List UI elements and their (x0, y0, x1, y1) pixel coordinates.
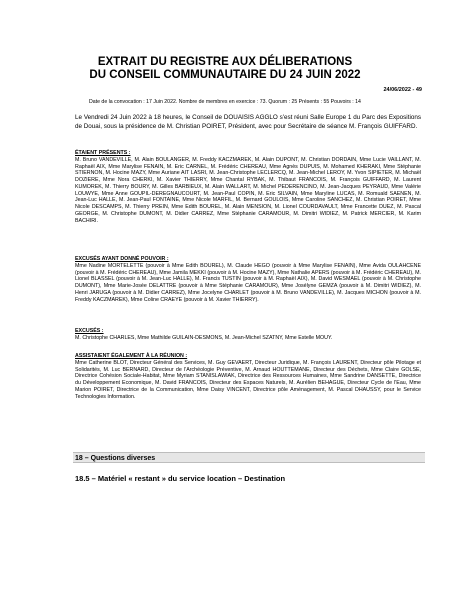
excuses-list: M. Christophe CHARLES, Mme Mathilde GUILAIN-DESMONS, M. Jean-Michel SZATNY, Mme Estelle MOUY. (75, 334, 333, 341)
deliberation-reference: 24/06/2022 - 49 (383, 87, 422, 93)
assistaient-section (75, 353, 421, 400)
intro-paragraph: Le Vendredi 24 Juin 2022 à 18 heures, le Conseil de DOUAISIS AGGLO s'est réuni Salle Europe 1 du Parc des Expositions de Douai, sous la présidence de M. Christian POIRET, Président, avec pour Secrétaire de séance M. François GUIFFARD. (75, 114, 421, 130)
presents-list: M. Bruno VANDEVILLE, M. Alain BOULANGER, M. Freddy KACZMAREK, M. Alain DUPONT, M. Christian DORDAIN, Mme Lucie VAILLANT, M. Raphaël AIX, Mme Marylise FENAIN, M. Eric CARNEL, M. Frédéric CHEREAU, Mme Agnès DUPUIS, M. Mohamed KHERAKI, Mme Stéphanie STIERNON, M. Hocine MAZY, Mme Auriane AIT LASRI, M. Jean-Christophe LECLERCQ, M. Jean-Michel LEROY, M. Yvon SIPIETER, M. Michaël DOZIERE, Mme Nora CHERKI, M. Xavier THIERRY, Mme Chantal RYBAK, M. Thibaut FRANCOIS, M. François GUIFFARD, M. Laurent KUMOREK, M. Thierry BOURY, M. Gilles BARBIEUX, M. Alain WALLART, M. Michel PEDERENCINO, M. Jean-Jacques PEYRAUD, Mme Valérie LOUWYE, Mme Anne GOUPIL-DEREGNAUCOURT, M. Jean-Paul COPIN, M. Eric SILVAIN, Mme Maryline LUCAS, M. Romuald SAENEN, M. Jean-Luc HALLE, M. Jean-Paul FONTAINE, Mme Nicole MARFIL, M. Bernard GOULOIS, Mme Caroline SANCHEZ, M. Christian POIRET, Mme Nicole DESCAMPS, M. Thierry PREIN, Mme Edith BOUREL, M. Alain MENSION, M. Lionel COURDAVAULT, Mme Francette DUEZ, M. Pascal GEORGE, M. Christophe DUMONT, M. Didier CARREZ, Mme Stéphanie CARAMOUR, M. Dimitri WIDIEZ, M. Patrick MERCIER, M. Karim BACHIRI. (75, 156, 421, 224)
presents-section (75, 150, 421, 224)
pouvoirs-heading: EXCUSÉS AYANT DONNÉ POUVOIR : (75, 256, 169, 262)
pouvoirs-section (75, 256, 421, 303)
pouvoirs-list: Mme Nadine MORTELETTE (pouvoir à Mme Edith BOUREL), M. Claude HEGO (pouvoir à Mme Marylise FENAIN), Mme Avida OULAHCENE (pouvoir à M. Frédéric CHEREAU), Mme Jamila MEKKI (pouvoir à M. Hocine MAZY), Mme Nathalie APERS (pouvoir à M. Frédéric CHEREAU), M. Lionel BLASSEL (pouvoir à M. Jean-Luc HALLE), M. Francis TUSTIN (pouvoir à M. Raphaël AIX), M. David WESMAEL (pouvoir à M. Christophe DUMONT), Mme Marie-Josée DELATTRE (pouvoir à Mme Stéphanie CARAMOUR), Mme Josélyne GEMZA (pouvoir à M. Dimitri WIDIEZ), M. Henri JARUGA (pouvoir à M. Didier CARREZ), Mme Jocelyne CHARLET (pouvoir à M. Bruno VANDEVILLE), M. Jacques MICHON (pouvoir à M. Freddy KACZMAREK), Mme Coline CRAEYE (pouvoir à M. Xavier THIERRY). (75, 262, 421, 303)
excuses-section (75, 328, 421, 342)
assistaient-list: Mme Catherine BLOT, Directeur Général des Services, M. Guy GEVAERT, Directeur Juridique, M. François LAURENT, Directeur pôle Pilotage et Solidarités, M. Luc BERNARD, Directeur de l'Archéologie Préventive, M. Arnaud HOUTTEMANE, Directeur des Déchets, Mme Claire GOLSE, Directrice Cohésion Sociale-Habitat, Mme Myriam STANISLAWIAK, Directrice des Ressources Humaines, Mme Sandrine DANSETTE, Directrice du Développement Economique, M. David FRANCOIS, Directeur des Espaces Naturels, M. Aurélien BEHAGUE, Directeur Cycle de l'Eau, Mme Marion POIRET, Directrice de la Communication, Mme Daisy VINCENT, Directrice pôle Aménagement, M. Pascal DHAUSSY, pour le Service Technologies Information. (75, 359, 421, 400)
excuses-heading: EXCUSÉS : (75, 328, 104, 334)
document-title-line-2: DU CONSEIL COMMUNAUTAIRE DU 24 JUIN 2022 (89, 69, 361, 81)
convocation-line: Date de la convocation : 17 Juin 2022. Nombre de membres en exercice : 73. Quorum : 25 Présents : 55 Pouvoirs : 14 (89, 99, 361, 105)
presents-heading: ÉTAIENT PRÉSENTS : (75, 150, 131, 156)
document-title-line-1: EXTRAIT DU REGISTRE AUX DÉLIBERATIONS (97, 56, 353, 68)
section-heading-bar: 18 – Questions diverses (73, 452, 425, 463)
assistaient-heading: ASSISTAIENT ÉGALEMENT À LA RÉUNION : (75, 353, 188, 359)
subsection-title: 18.5 – Matériel « restant » du service location – Destination (75, 474, 286, 483)
